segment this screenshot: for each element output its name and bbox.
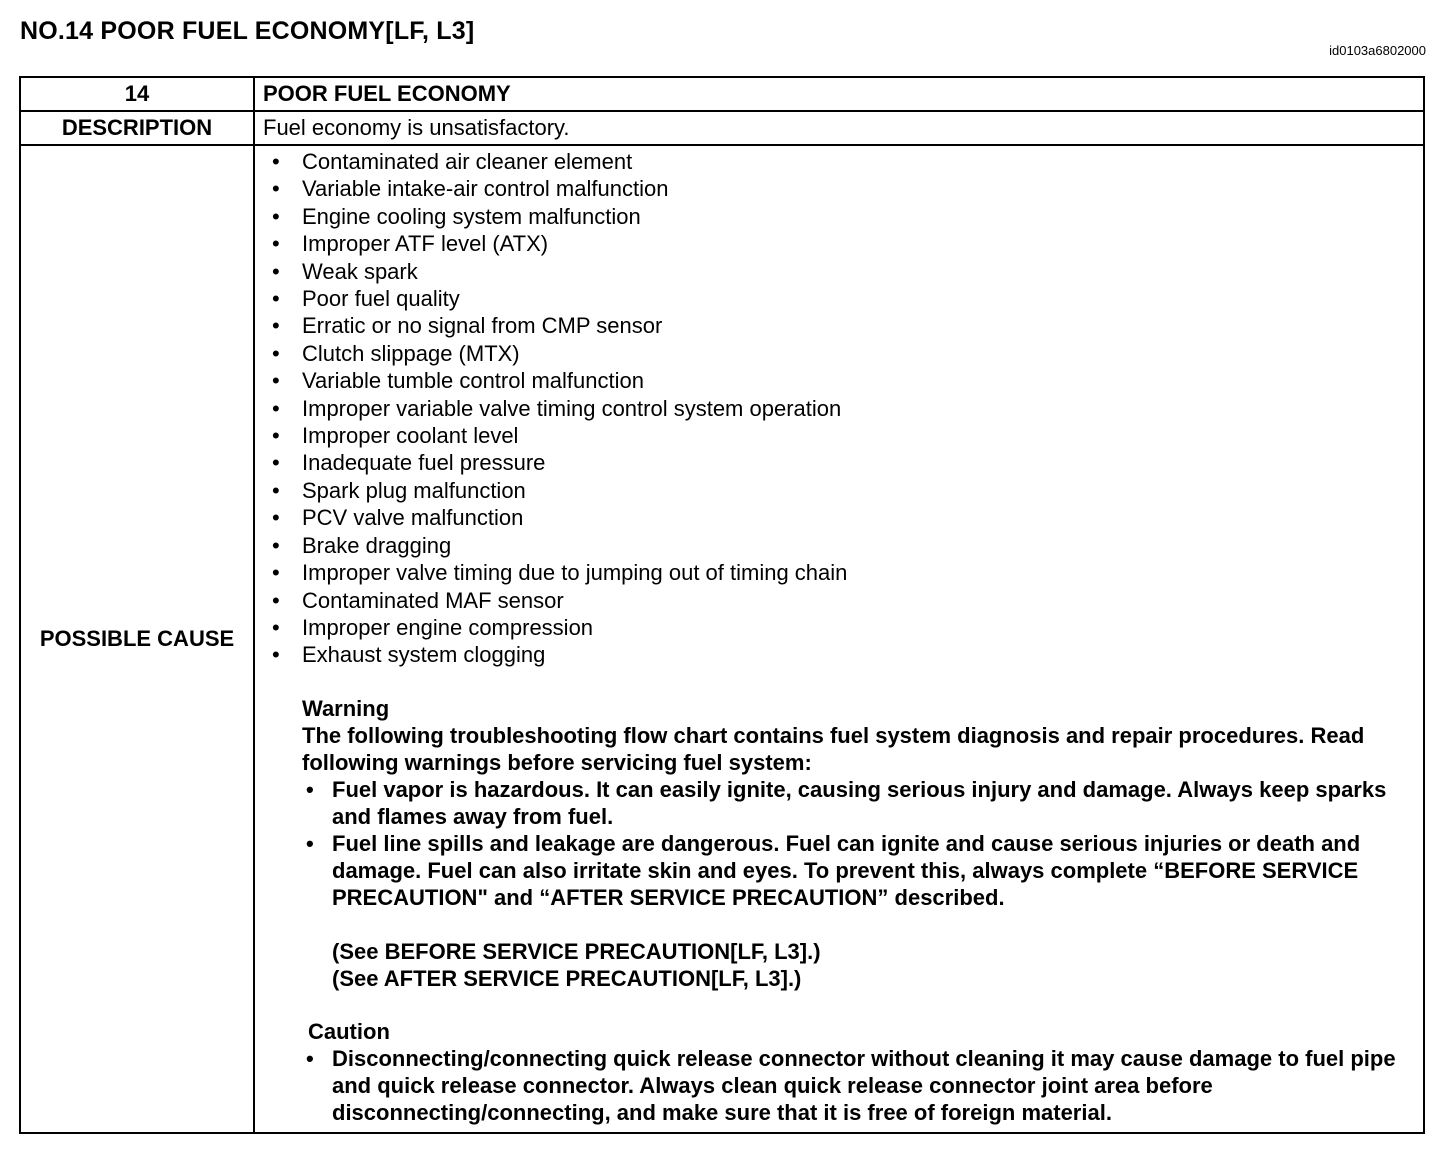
see-after-service-link[interactable]: (See AFTER SERVICE PRECAUTION[LF, L3].) [332,965,802,991]
cause-item: • Variable tumble control malfunction [272,367,1423,394]
possible-cause-content [254,145,1424,1133]
cause-item: • Improper engine compression [272,614,1423,641]
cause-item: • Improper coolant level [272,422,1423,449]
cause-item: • Erratic or no signal from CMP sensor [272,312,1423,339]
cause-item: • Variable intake-air control malfunction [272,175,1423,202]
table-row-header [20,77,1424,111]
troubleshooting-table [19,76,1425,1134]
cause-item: • Brake dragging [272,532,1423,559]
cause-item: • PCV valve malfunction [272,504,1423,531]
table-row-description [20,111,1424,145]
document-id: id0103a6802000 [1329,43,1426,58]
cause-item: • Engine cooling system malfunction [272,203,1423,230]
warning-item: • Fuel line spills and leakage are dangerous. Fuel can ignite and cause serious injuries or death and damage. Fuel can also irritate skin and eyes. To prevent this, always complete “BEFORE SERVICE PRECAUTION" and “AFTER SERVICE PRECAUTION” described. [302,830,1403,911]
see-before-service-link[interactable]: (See BEFORE SERVICE PRECAUTION[LF, L3].) [332,938,821,964]
cause-item: • Spark plug malfunction [272,477,1423,504]
caution-heading: Caution [308,1018,390,1044]
cause-item: • Weak spark [272,258,1423,285]
cause-item: • Inadequate fuel pressure [272,449,1423,476]
caution-block [255,1018,1423,1126]
warning-list [302,776,1403,911]
see-references [302,938,1403,992]
cause-item: • Clutch slippage (MTX) [272,340,1423,367]
warning-item: • Fuel vapor is hazardous. It can easily ignite, causing serious injury and damage. Always keep sparks and flames away from fuel. [302,776,1403,830]
page-title: NO.14 POOR FUEL ECONOMY[LF, L3] [20,17,475,45]
description-text: Fuel economy is unsatisfactory. [254,111,1424,145]
cause-item: • Poor fuel quality [272,285,1423,312]
table-row-possible-cause [20,145,1424,1133]
cause-item: • Exhaust system clogging [272,641,1423,668]
cause-item: • Improper valve timing due to jumping out of timing chain [272,559,1423,586]
possible-cause-label: POSSIBLE CAUSE [20,145,254,1133]
warning-heading: Warning [302,695,390,721]
description-label: DESCRIPTION [20,111,254,145]
cause-list [255,148,1423,669]
cause-item: • Improper ATF level (ATX) [272,230,1423,257]
cause-item: • Contaminated MAF sensor [272,587,1423,614]
symptom-number: 14 [20,77,254,111]
cause-item: • Contaminated air cleaner element [272,148,1423,175]
cause-item: • Improper variable valve timing control system operation [272,395,1423,422]
caution-item: • Disconnecting/connecting quick release connector without cleaning it may cause damage to fuel pipe and quick release connector. Always clean quick release connector joint area before disconnecting/connecting, and make sure that it is free of foreign material. [302,1045,1403,1126]
caution-list [302,1045,1403,1126]
warning-intro: The following troubleshooting flow chart contains fuel system diagnosis and repair procedures. Read following warnings before servicing fuel system: [302,722,1365,775]
warning-block [255,695,1423,992]
symptom-title: POOR FUEL ECONOMY [254,77,1424,111]
